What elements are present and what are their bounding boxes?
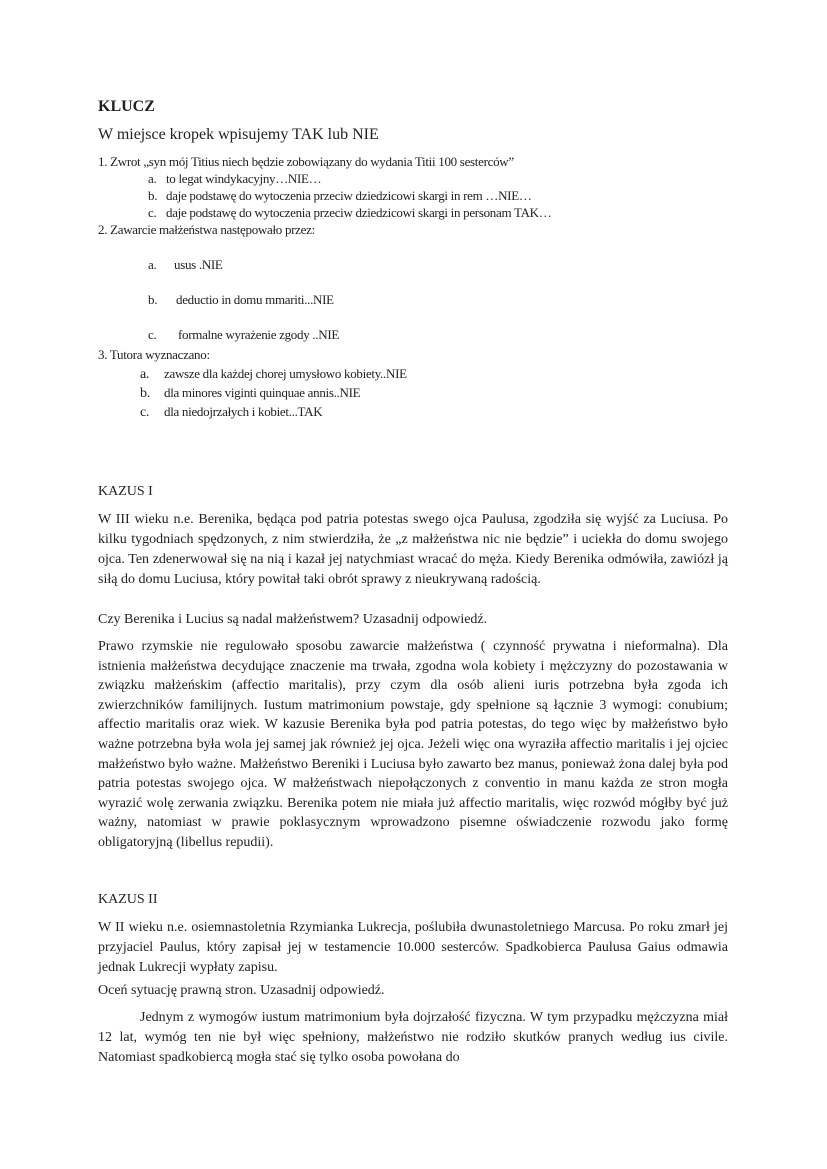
question-3: 3. Tutora wyznaczano:: [98, 347, 210, 362]
question-1-option-b: [148, 188, 532, 204]
question-3-option-c: [140, 404, 322, 421]
option-letter: c.: [140, 405, 150, 420]
option-letter: a.: [148, 171, 157, 186]
kazus-1-question: Czy Berenika i Lucius są nadal małżeństwem? Uzasadnij odpowiedź.: [98, 612, 488, 627]
question-1-option-c: [148, 205, 551, 221]
option-letter: c.: [148, 205, 157, 220]
question-2-option-a: [148, 257, 223, 273]
option-text: daje podstawę do wytoczenia przeciw dziedzicowi skargi in rem …NIE…: [166, 188, 532, 203]
question-3-option-b: [140, 385, 360, 402]
kazus-2-answer: Jednym z wymogów iustum matrimonium była dojrzałość fizyczna. W tym przypadku mężczyzna miał 12 lat, wymóg ten nie był więc spełniony, małżeństwo nie rodziło skutków pranych według ius civile. Natomiast spadkobiercą mogła stać się tylko osoba powołana do: [98, 1010, 728, 1065]
kazus-1-answer: Prawo rzymskie nie regulowało sposobu zawarcie małżeństwa ( czynność prywatna i nieformalna). Dla istnienia małżeństwa decydujące znaczenie ma trwała, zgodna wola kobiety i mężczyzny do pozostawania w związku małżeńskim (affectio maritalis), przy czym dla osób alieni iuris potrzebna była zgoda ich zwierzchników familijnych. Iustum matrimonium powstaje, gdy spełnione są łącznie 3 wymogi: conubium; affectio maritalis oraz wiek. W kazusie Berenika była pod patria potestas, do tego więc by małżeństwo było ważne potrzebna była wola jej samej jak również jej ojca. Jeżeli więc ona wyraziła affectio maritalis i jej ojciec małżeństwo było ważne. Małżeństwo Bereniki i Luciusa było zawarto bez manus, ponieważ żona dalej była pod patria potestas swojego ojca. W małżeństwach niepołączonych z conventio in manu każda ze stron mogła wyrazić wolę zerwania związku. Berenika potem nie miała już affectio maritalis, więc rozwód mógłby być już ważny, natomiast w prawie poklasycznym wprowadzono pisemne oświadczenie rozwodu jako formę obligatoryjną (libellus repudii).: [98, 639, 728, 850]
option-text: usus .NIE: [174, 257, 223, 272]
option-text: zawsze dla każdej chorej umysłowo kobiety..NIE: [164, 366, 407, 381]
kazus-1-facts: W III wieku n.e. Berenika, będąca pod patria potestas swego ojca Paulusa, zgodziła się wyjść za Luciusa. Po kilku tygodniach spędzonych, z nim stwierdziła, że „z małżeństwa nic nie będzie” i uciekła do domu swojego ojca. Ten zdenerwował się na nią i kazał jej natychmiast wracać do męża. Kiedy Berenika odmówiła, zawiózł ją siłą do domu Luciusa, który powitał taki obrót sprawy z nieukrywaną radością.: [98, 512, 728, 587]
question-2-option-b: [148, 292, 334, 308]
kazus-1-title: KAZUS I: [98, 484, 153, 499]
option-text: dla niedojrzałych i kobiet...TAK: [164, 404, 323, 419]
option-text: dla minores viginti quinquae annis..NIE: [164, 385, 361, 400]
option-text: to legat windykacyjny…NIE…: [166, 171, 322, 186]
kazus-2-facts: W II wieku n.e. osiemnastoletnia Rzymianka Lukrecja, poślubiła dwunastoletniego Marcusa. Po roku zmarł jej przyjaciel Paulus, który zapisał jej w testamencie 10.000 sesterców. Spadkobierca Paulusa Gaius odmawia jednak Lukrecji wypłaty zapisu.: [98, 920, 728, 975]
option-letter: b.: [140, 386, 150, 401]
option-letter: a.: [140, 367, 150, 382]
option-letter: b.: [148, 292, 158, 307]
kazus-2-title: KAZUS II: [98, 892, 158, 907]
question-3-option-a: [140, 366, 407, 383]
option-letter: c.: [148, 327, 157, 342]
option-text: formalne wyrażenie zgody ..NIE: [178, 327, 340, 342]
question-2-option-c: [148, 327, 339, 343]
option-letter: b.: [148, 188, 158, 203]
question-2: 2. Zawarcie małżeństwa następowało przez:: [98, 222, 315, 237]
option-text: deductio in domu mmariti...NIE: [176, 292, 334, 307]
option-text: daje podstawę do wytoczenia przeciw dziedzicowi skargi in personam TAK…: [166, 205, 552, 220]
kazus-2-question: Oceń sytuację prawną stron. Uzasadnij odpowiedź.: [98, 983, 385, 998]
instruction-text: W miejsce kropek wpisujemy TAK lub NIE: [98, 126, 379, 143]
question-1-option-a: [148, 171, 321, 187]
page-title: KLUCZ: [98, 98, 155, 115]
option-letter: a.: [148, 257, 157, 272]
question-1: 1. Zwrot „syn mój Titius niech będzie zobowiązany do wydania Titii 100 sesterców”: [98, 154, 514, 169]
